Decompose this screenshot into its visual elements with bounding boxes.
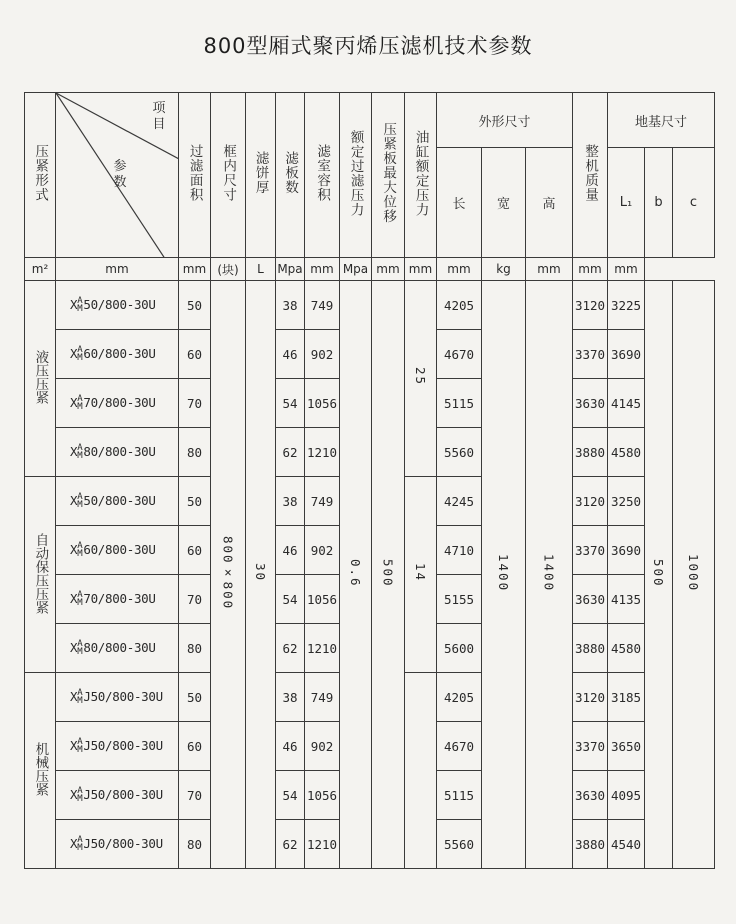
corner-item-label: 项目 [152, 101, 166, 132]
spec-cell [56, 722, 179, 771]
width-cell-value: 1400 [496, 553, 511, 593]
press-mode-label: 自动保压压紧 [32, 532, 49, 614]
corner-param-label: 参数 [113, 159, 127, 190]
spec-cell [56, 379, 179, 428]
table-row [25, 281, 715, 330]
length-cell: 5115 [437, 771, 482, 820]
spec-prefix-top: A [77, 394, 83, 405]
spec-prefix-top: A [77, 737, 83, 748]
plate-count-cell: 46 [276, 330, 305, 379]
filter-pressure-cell-value: 0.6 [348, 558, 363, 588]
header-b: b [645, 148, 673, 258]
spec-prefix-stack [77, 640, 82, 656]
filter-area-cell: 50 [179, 673, 211, 722]
filter-area-cell: 80 [179, 820, 211, 869]
spec-cell [56, 330, 179, 379]
cylinder-pressure-cell [405, 673, 437, 869]
header-filter-area: 过滤面积 [179, 93, 211, 258]
spec-prefix-stack [77, 689, 82, 705]
L1-cell: 3225 [608, 281, 645, 330]
weight-cell: 3630 [573, 575, 608, 624]
weight-cell: 3880 [573, 624, 608, 673]
spec-prefix-stack [77, 738, 82, 754]
chamber-volume-cell: 1210 [305, 428, 340, 477]
L1-cell: 4540 [608, 820, 645, 869]
chamber-volume-cell: 749 [305, 281, 340, 330]
cylinder-pressure-cell [405, 477, 437, 673]
spec-prefix-bottom: M [77, 647, 83, 658]
spec-prefix-x: X [70, 688, 78, 704]
length-cell: 4245 [437, 477, 482, 526]
unit-cell: mm [372, 258, 405, 281]
weight-cell: 3370 [573, 330, 608, 379]
weight-cell: 3370 [573, 722, 608, 771]
spec-cell [56, 281, 179, 330]
length-cell: 4205 [437, 673, 482, 722]
header-filter-pressure: 额定过滤压力 [340, 93, 372, 258]
spec-prefix-top: A [77, 541, 83, 552]
weight-cell: 3630 [573, 771, 608, 820]
unit-cell: mm [526, 258, 573, 281]
L1-cell: 4580 [608, 624, 645, 673]
spec-prefix-bottom: M [77, 843, 83, 854]
spec-prefix-top: A [77, 296, 83, 307]
spec-prefix-bottom: M [77, 745, 83, 756]
spec-code: 80/800-30U [83, 639, 156, 655]
filter-area-cell: 60 [179, 722, 211, 771]
spec-code: J50/800-30U [83, 737, 163, 753]
spec-code: 60/800-30U [83, 345, 156, 361]
length-cell: 4205 [437, 281, 482, 330]
filter-area-cell: 70 [179, 575, 211, 624]
height-cell-value: 1400 [541, 553, 557, 593]
weight-cell: 3880 [573, 428, 608, 477]
L1-cell: 4145 [608, 379, 645, 428]
unit-cell: m² [25, 258, 56, 281]
chamber-volume-cell: 902 [305, 526, 340, 575]
length-cell: 5560 [437, 428, 482, 477]
plate-count-cell: 54 [276, 771, 305, 820]
header-c: c [673, 148, 715, 258]
spec-prefix-stack [77, 836, 82, 852]
c-cell [673, 281, 715, 869]
header-press-mode: 压紧形式 [25, 93, 56, 258]
spec-prefix-top: A [77, 345, 83, 356]
spec-code: 50/800-30U [83, 492, 156, 508]
spec-cell [56, 771, 179, 820]
filter-area-cell: 60 [179, 526, 211, 575]
spec-code: J50/800-30U [83, 835, 163, 851]
cylinder-pressure-cell-value: 25 [413, 367, 428, 387]
spec-table [24, 92, 715, 869]
weight-cell: 3370 [573, 526, 608, 575]
max-displacement-cell-value: 500 [380, 558, 396, 588]
header-cylinder-pressure: 油缸额定压力 [405, 93, 437, 258]
spec-prefix-bottom: M [77, 402, 83, 413]
filter-area-cell: 70 [179, 771, 211, 820]
chamber-volume-cell: 1056 [305, 771, 340, 820]
L1-cell: 3185 [608, 673, 645, 722]
unit-cell: Mpa [276, 258, 305, 281]
spec-prefix-bottom: M [77, 696, 83, 707]
press-mode-label: 机械压紧 [32, 742, 49, 796]
spec-prefix-stack [77, 787, 82, 803]
chamber-volume-cell: 1056 [305, 575, 340, 624]
L1-cell: 3650 [608, 722, 645, 771]
spec-prefix-bottom: M [77, 353, 83, 364]
cake-thickness-cell [246, 281, 276, 869]
spec-prefix-bottom: M [77, 549, 83, 560]
spec-prefix-stack [77, 395, 82, 411]
filter-area-cell: 60 [179, 330, 211, 379]
spec-cell [56, 526, 179, 575]
spec-code: 50/800-30U [83, 296, 156, 312]
header-L1: L₁ [608, 148, 645, 258]
frame-size-cell [211, 281, 246, 869]
header-width: 宽 [482, 148, 526, 258]
weight-cell: 3630 [573, 379, 608, 428]
plate-count-cell: 62 [276, 624, 305, 673]
c-cell-value: 1000 [686, 553, 701, 593]
L1-cell: 4580 [608, 428, 645, 477]
spec-cell [56, 477, 179, 526]
spec-prefix-stack [77, 591, 82, 607]
spec-prefix-top: A [77, 688, 83, 699]
unit-cell: mm [573, 258, 608, 281]
page-title: 800型厢式聚丙烯压滤机技术参数 [203, 34, 533, 58]
chamber-volume-cell: 1210 [305, 624, 340, 673]
spec-prefix-x: X [70, 835, 78, 851]
spec-cell [56, 624, 179, 673]
plate-count-cell: 46 [276, 526, 305, 575]
header-length: 长 [437, 148, 482, 258]
spec-code: 80/800-30U [83, 443, 156, 459]
length-cell: 5560 [437, 820, 482, 869]
width-cell [482, 281, 526, 869]
length-cell: 4670 [437, 722, 482, 771]
height-cell [526, 281, 573, 869]
spec-prefix-x: X [70, 492, 78, 508]
header-frame-size: 框内尺寸 [211, 93, 246, 258]
spec-prefix-bottom: M [77, 794, 83, 805]
length-cell: 5115 [437, 379, 482, 428]
press-mode-cell [25, 477, 56, 673]
chamber-volume-cell: 902 [305, 330, 340, 379]
plate-count-cell: 62 [276, 820, 305, 869]
filter-area-cell: 70 [179, 379, 211, 428]
chamber-volume-cell: 749 [305, 477, 340, 526]
spec-prefix-x: X [70, 541, 78, 557]
filter-area-cell: 50 [179, 477, 211, 526]
chamber-volume-cell: 749 [305, 673, 340, 722]
length-cell: 4710 [437, 526, 482, 575]
spec-prefix-x: X [70, 443, 78, 459]
spec-prefix-bottom: M [77, 451, 83, 462]
plate-count-cell: 38 [276, 281, 305, 330]
header-height: 高 [526, 148, 573, 258]
spec-prefix-x: X [70, 786, 78, 802]
plate-count-cell: 38 [276, 477, 305, 526]
spec-code: J50/800-30U [83, 688, 163, 704]
max-displacement-cell [372, 281, 405, 869]
length-cell: 5155 [437, 575, 482, 624]
spec-code: 70/800-30U [83, 394, 156, 410]
L1-cell: 3690 [608, 526, 645, 575]
spec-prefix-x: X [70, 394, 78, 410]
spec-cell [56, 575, 179, 624]
b-cell [645, 281, 673, 869]
cylinder-pressure-cell-value: 14 [413, 563, 428, 583]
L1-cell: 4095 [608, 771, 645, 820]
spec-code: 60/800-30U [83, 541, 156, 557]
spec-prefix-stack [77, 297, 82, 313]
L1-cell: 3690 [608, 330, 645, 379]
cylinder-pressure-cell [405, 281, 437, 477]
L1-cell: 4135 [608, 575, 645, 624]
header-cake-thickness: 滤饼厚 [246, 93, 276, 258]
unit-cell: mm [608, 258, 645, 281]
spec-prefix-stack [77, 444, 82, 460]
spec-prefix-top: A [77, 639, 83, 650]
chamber-volume-cell: 1210 [305, 820, 340, 869]
spec-cell [56, 673, 179, 722]
chamber-volume-cell: 902 [305, 722, 340, 771]
plate-count-cell: 54 [276, 575, 305, 624]
spec-prefix-top: A [77, 786, 83, 797]
unit-cell: L [246, 258, 276, 281]
spec-prefix-stack [77, 493, 82, 509]
spec-prefix-bottom: M [77, 500, 83, 511]
filter-area-cell: 80 [179, 428, 211, 477]
header-max-displacement: 压紧板最大位移 [372, 93, 405, 258]
header-corner [56, 93, 179, 258]
units-row [25, 258, 715, 281]
plate-count-cell: 46 [276, 722, 305, 771]
b-cell-value: 500 [651, 558, 666, 588]
corner-spec-label [106, 255, 132, 258]
unit-cell: Mpa [340, 258, 372, 281]
header-plate-count: 滤板数 [276, 93, 305, 258]
weight-cell: 3120 [573, 281, 608, 330]
spec-prefix-top: A [77, 492, 83, 503]
unit-cell: kg [482, 258, 526, 281]
unit-cell: (块) [211, 258, 246, 281]
L1-cell: 3250 [608, 477, 645, 526]
weight-cell: 3120 [573, 673, 608, 722]
spec-prefix-x: X [70, 737, 78, 753]
filter-area-cell: 80 [179, 624, 211, 673]
header-foundation: 地基尺寸 [608, 93, 715, 148]
filter-pressure-cell [340, 281, 372, 869]
weight-cell: 3880 [573, 820, 608, 869]
cake-thickness-cell-value: 30 [253, 563, 268, 583]
spec-prefix-top: A [77, 590, 83, 601]
plate-count-cell: 38 [276, 673, 305, 722]
plate-count-cell: 54 [276, 379, 305, 428]
filter-area-cell: 50 [179, 281, 211, 330]
spec-code: 70/800-30U [83, 590, 156, 606]
unit-cell: mm [437, 258, 482, 281]
header-dimensions: 外形尺寸 [437, 93, 573, 148]
spec-prefix-bottom: M [77, 598, 83, 609]
spec-cell [56, 820, 179, 869]
spec-prefix-x: X [70, 296, 78, 312]
unit-cell: mm [56, 258, 179, 281]
spec-prefix-stack [77, 542, 82, 558]
unit-cell: mm [179, 258, 211, 281]
length-cell: 5600 [437, 624, 482, 673]
frame-size-cell-value: 800×800 [220, 535, 236, 611]
header-weight: 整机质量 [573, 93, 608, 258]
spec-prefix-stack [77, 346, 82, 362]
spec-prefix-x: X [70, 639, 78, 655]
press-mode-cell [25, 673, 56, 869]
spec-prefix-bottom: M [77, 304, 83, 315]
unit-cell: mm [305, 258, 340, 281]
unit-cell: mm [405, 258, 437, 281]
spec-prefix-top: A [77, 835, 83, 846]
plate-count-cell: 62 [276, 428, 305, 477]
weight-cell: 3120 [573, 477, 608, 526]
spec-prefix-top: A [77, 443, 83, 454]
spec-prefix-x: X [70, 345, 78, 361]
press-mode-label: 液压压紧 [32, 350, 49, 404]
spec-cell [56, 428, 179, 477]
header-chamber-volume: 滤室容积 [305, 93, 340, 258]
press-mode-cell [25, 281, 56, 477]
length-cell: 4670 [437, 330, 482, 379]
spec-prefix-x: X [70, 590, 78, 606]
chamber-volume-cell: 1056 [305, 379, 340, 428]
spec-code: J50/800-30U [83, 786, 163, 802]
